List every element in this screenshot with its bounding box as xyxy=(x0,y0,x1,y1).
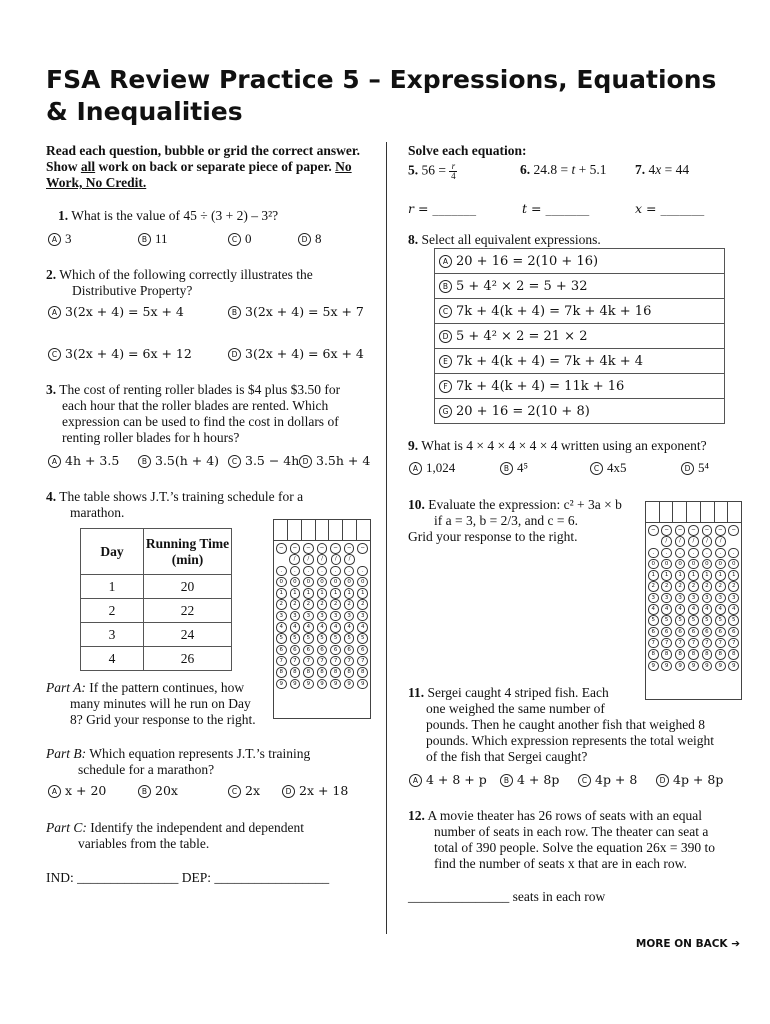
grid-bubble-row xyxy=(276,667,368,678)
grid-bubble-row xyxy=(276,543,368,554)
grid-bubble[interactable]: 6 xyxy=(648,627,659,638)
grid-bubble[interactable]: − xyxy=(688,525,699,536)
grid-bubble[interactable]: 7 xyxy=(303,656,314,667)
grid-bubble[interactable]: 1 xyxy=(648,570,659,581)
grid-bubble[interactable]: / xyxy=(702,536,713,547)
grid-bubble[interactable]: 3 xyxy=(290,611,301,622)
grid-bubble[interactable]: 5 xyxy=(344,633,355,644)
grid-answer-box[interactable] xyxy=(302,520,316,540)
table-row: 3 24 xyxy=(81,623,232,647)
part-c: Part C: Identify the independent and dependent variables from the table. xyxy=(46,820,304,851)
grid-bubble-row xyxy=(648,604,739,615)
grid-bubble[interactable]: 0 xyxy=(648,559,659,570)
grid-bubble[interactable]: 9 xyxy=(303,679,314,690)
grid-bubble[interactable]: 2 xyxy=(728,581,739,592)
grid-bubble[interactable]: 3 xyxy=(728,593,739,604)
grid-bubble[interactable]: 1 xyxy=(357,588,368,599)
grid-bubble-row xyxy=(648,661,739,672)
grid-bubble[interactable]: 6 xyxy=(702,627,713,638)
question-7: 7. 4x = 44 xyxy=(635,162,690,177)
grid-bubble[interactable]: 5 xyxy=(357,633,368,644)
grid-bubble[interactable]: 8 xyxy=(688,649,699,660)
q9-option-a[interactable]: A 1,024 xyxy=(409,460,455,476)
grid-bubble[interactable]: 7 xyxy=(648,638,659,649)
grid-bubble[interactable]: − xyxy=(661,525,672,536)
grid-bubble[interactable]: 0 xyxy=(702,559,713,570)
grid-bubble[interactable]: 7 xyxy=(317,656,328,667)
grid-bubble-row xyxy=(648,525,739,536)
grid-response-q4[interactable] xyxy=(273,519,371,719)
q2-option-d[interactable]: D 3(2x + 4) = 6x + 4 xyxy=(228,346,364,361)
grid-bubble[interactable]: 1 xyxy=(303,588,314,599)
more-on-back: MORE ON BACK ➔ xyxy=(635,938,740,950)
grid-bubble[interactable]: 5 xyxy=(715,615,726,626)
grid-bubble[interactable]: 2 xyxy=(648,581,659,592)
grid-bubble[interactable]: 4 xyxy=(728,604,739,615)
table-header: Day xyxy=(81,529,144,575)
q8-option-a[interactable]: A 20 + 16 = 2(10 + 16) xyxy=(435,249,725,274)
grid-bubble-row xyxy=(276,611,368,622)
grid-bubble[interactable]: . xyxy=(317,566,328,577)
question-4: 4. The table shows J.T.’s training schedule for a marathon. xyxy=(46,489,304,520)
instructions: Read each question, bubble or grid the correct answer. Show all work on back or separate piece of paper. No Work, No Credit. xyxy=(46,143,360,190)
grid-bubble[interactable]: 7 xyxy=(661,638,672,649)
grid-bubble[interactable]: 4 xyxy=(276,622,287,633)
answer-6[interactable]: t = _______ xyxy=(522,201,590,216)
grid-bubble[interactable]: 1 xyxy=(276,588,287,599)
grid-bubble[interactable]: 7 xyxy=(728,638,739,649)
grid-bubble[interactable]: − xyxy=(357,543,368,554)
grid-blank xyxy=(276,554,286,563)
grid-answer-box[interactable] xyxy=(660,502,674,522)
grid-bubble[interactable]: 0 xyxy=(290,577,301,588)
q8-options-table xyxy=(434,248,725,424)
grid-bubble[interactable]: 7 xyxy=(702,638,713,649)
grid-bubble[interactable]: 5 xyxy=(675,615,686,626)
q8-option-g[interactable]: G 20 + 16 = 2(10 + 8) xyxy=(435,399,725,424)
q8-option-b[interactable]: B 5 + 4² × 2 = 5 + 32 xyxy=(435,274,725,299)
grid-bubble[interactable]: 7 xyxy=(675,638,686,649)
question-6: 6. 24.8 = t + 5.1 xyxy=(520,162,607,177)
q1-option-b[interactable]: B 11 xyxy=(138,231,168,247)
q12-answer-line[interactable]: _______________ seats in each row xyxy=(408,889,606,904)
grid-answer-box[interactable] xyxy=(329,520,343,540)
grid-bubble-row xyxy=(276,679,368,690)
grid-blank xyxy=(729,536,739,545)
grid-bubble[interactable]: 5 xyxy=(303,633,314,644)
q1-option-c[interactable]: C 0 xyxy=(228,231,252,247)
grid-bubble[interactable]: − xyxy=(317,543,328,554)
grid-bubble[interactable]: 4 xyxy=(688,604,699,615)
grid-bubble[interactable]: 4 xyxy=(675,604,686,615)
q1-option-a[interactable]: A 3 xyxy=(48,231,72,247)
grid-bubble[interactable]: 4 xyxy=(357,622,368,633)
grid-blank xyxy=(648,536,658,545)
q11-option-c[interactable]: C 4p + 8 xyxy=(578,772,637,787)
grid-bubble[interactable]: 7 xyxy=(688,638,699,649)
grid-bubble[interactable]: 7 xyxy=(715,638,726,649)
grid-bubble[interactable]: . xyxy=(330,566,341,577)
grid-bubble[interactable]: 2 xyxy=(702,581,713,592)
grid-bubble-row xyxy=(276,656,368,667)
grid-bubble[interactable]: 0 xyxy=(303,577,314,588)
grid-bubble[interactable]: . xyxy=(702,548,713,559)
grid-bubble[interactable]: 2 xyxy=(688,581,699,592)
grid-bubble[interactable]: 3 xyxy=(317,611,328,622)
grid-bubble[interactable]: − xyxy=(728,525,739,536)
grid-bubble[interactable]: 1 xyxy=(344,588,355,599)
grid-bubble[interactable]: 4 xyxy=(702,604,713,615)
q1-option-d[interactable]: D 8 xyxy=(298,231,322,247)
grid-bubble[interactable]: 5 xyxy=(330,633,341,644)
grid-bubble[interactable]: 6 xyxy=(357,645,368,656)
grid-bubble[interactable]: 0 xyxy=(317,577,328,588)
grid-bubble[interactable]: 7 xyxy=(276,656,287,667)
grid-bubble-row xyxy=(276,599,368,610)
grid-bubble-row xyxy=(648,638,739,649)
q3-option-d[interactable]: D 3.5h + 4 xyxy=(299,453,370,468)
grid-bubble[interactable]: / xyxy=(675,536,686,547)
grid-bubble[interactable]: / xyxy=(331,554,342,565)
grid-bubble[interactable]: 5 xyxy=(290,633,301,644)
page-title: FSA Review Practice 5 – Expressions, Equations & Inequalities xyxy=(46,65,717,126)
grid-bubble-row xyxy=(648,559,739,570)
question-3: 3. The cost of renting roller blades is $4 plus $3.50 for each hour that the roller blades are rented. Which expression can be used to find the cost in dollars of renting roller blades for h hours? xyxy=(46,382,341,445)
grid-bubble-row xyxy=(276,566,368,577)
grid-bubble[interactable]: 3 xyxy=(648,593,659,604)
grid-bubble[interactable]: 7 xyxy=(344,656,355,667)
grid-bubble[interactable]: / xyxy=(289,554,300,565)
grid-bubble[interactable]: 3 xyxy=(276,611,287,622)
grid-bubble[interactable]: . xyxy=(728,548,739,559)
grid-bubble[interactable]: 4 xyxy=(317,622,328,633)
grid-bubble[interactable]: − xyxy=(290,543,301,554)
grid-bubble[interactable]: 6 xyxy=(344,645,355,656)
grid-bubble[interactable]: . xyxy=(661,548,672,559)
grid-bubble[interactable]: − xyxy=(344,543,355,554)
grid-bubble[interactable]: 1 xyxy=(330,588,341,599)
grid-bubble-row xyxy=(648,536,739,547)
question-2: 2. Which of the following correctly illustrates the Distributive Property? xyxy=(46,267,313,298)
grid-bubble[interactable]: 9 xyxy=(728,661,739,672)
grid-bubble[interactable]: 1 xyxy=(675,570,686,581)
grid-bubble[interactable]: . xyxy=(715,548,726,559)
grid-bubble[interactable]: 4 xyxy=(330,622,341,633)
grid-bubble[interactable]: 9 xyxy=(357,679,368,690)
column-divider xyxy=(386,142,387,934)
answer-5[interactable]: r = _______ xyxy=(408,201,477,216)
grid-bubble-row xyxy=(276,554,368,565)
grid-bubble[interactable]: 5 xyxy=(661,615,672,626)
grid-bubble[interactable]: 0 xyxy=(357,577,368,588)
grid-bubble[interactable]: 4 xyxy=(290,622,301,633)
grid-bubble[interactable]: 8 xyxy=(303,667,314,678)
grid-bubble[interactable]: 6 xyxy=(330,645,341,656)
grid-bubble-row xyxy=(648,593,739,604)
grid-bubble[interactable]: 9 xyxy=(276,679,287,690)
grid-bubble[interactable]: 9 xyxy=(715,661,726,672)
grid-bubble[interactable]: 9 xyxy=(648,661,659,672)
grid-bubble[interactable]: 6 xyxy=(715,627,726,638)
grid-bubble[interactable]: 1 xyxy=(715,570,726,581)
part-b: Part B: Which equation represents J.T.’s training schedule for a marathon? xyxy=(46,746,311,777)
grid-bubble-row xyxy=(276,588,368,599)
grid-bubble[interactable]: − xyxy=(303,543,314,554)
grid-bubble[interactable]: 2 xyxy=(661,581,672,592)
grid-bubble[interactable]: 1 xyxy=(688,570,699,581)
grid-bubble[interactable]: 6 xyxy=(688,627,699,638)
grid-bubble[interactable]: 5 xyxy=(648,615,659,626)
grid-bubble[interactable]: 3 xyxy=(661,593,672,604)
grid-bubble[interactable]: 3 xyxy=(303,611,314,622)
grid-bubble[interactable]: 3 xyxy=(357,611,368,622)
q11-option-d[interactable]: D 4p + 8p xyxy=(656,772,723,787)
grid-bubble[interactable]: . xyxy=(344,566,355,577)
grid-bubble[interactable]: 6 xyxy=(675,627,686,638)
grid-bubble[interactable]: 2 xyxy=(290,599,301,610)
grid-response-q10[interactable] xyxy=(645,501,742,700)
grid-bubble[interactable]: . xyxy=(648,548,659,559)
question-8: 8. Select all equivalent expressions. xyxy=(408,232,601,247)
solve-heading: Solve each equation: xyxy=(408,143,527,158)
grid-bubble[interactable]: 8 xyxy=(344,667,355,678)
grid-answer-box[interactable] xyxy=(701,502,715,522)
grid-bubble[interactable]: 3 xyxy=(675,593,686,604)
grid-answer-box[interactable] xyxy=(357,520,370,540)
grid-bubble[interactable]: . xyxy=(303,566,314,577)
partb-option-b[interactable]: B 20x xyxy=(138,783,178,798)
question-10: 10. Evaluate the expression: c² + 3a × b if a = 3, b = 2/3, and c = 6. Grid your response to the right. xyxy=(408,497,622,544)
grid-bubble-row xyxy=(648,627,739,638)
grid-bubble-row xyxy=(648,649,739,660)
grid-bubble[interactable]: 7 xyxy=(330,656,341,667)
grid-bubble[interactable]: 1 xyxy=(702,570,713,581)
grid-bubble[interactable]: 0 xyxy=(344,577,355,588)
grid-bubble-row xyxy=(648,615,739,626)
grid-bubble[interactable]: 5 xyxy=(276,633,287,644)
grid-bubble[interactable]: 6 xyxy=(276,645,287,656)
question-12: 12. A movie theater has 26 rows of seats with an equal number of seats in each row. The theater can seat a total of 390 people. Solve the equation 26x = 390 to find the number of seats x that are in each row. xyxy=(408,808,715,871)
partb-option-c[interactable]: C 2x xyxy=(228,783,260,798)
training-table xyxy=(80,528,232,671)
grid-bubble[interactable]: 2 xyxy=(675,581,686,592)
grid-bubble[interactable]: 6 xyxy=(290,645,301,656)
grid-bubble[interactable]: 8 xyxy=(357,667,368,678)
grid-bubble[interactable]: / xyxy=(715,536,726,547)
grid-answer-box[interactable] xyxy=(274,520,288,540)
grid-bubble[interactable]: 0 xyxy=(728,559,739,570)
grid-bubble[interactable]: 5 xyxy=(728,615,739,626)
grid-bubble-row xyxy=(276,645,368,656)
answer-7[interactable]: x = _______ xyxy=(635,201,705,216)
grid-answer-box[interactable] xyxy=(687,502,701,522)
table-row: 1 20 xyxy=(81,575,232,599)
grid-bubble[interactable]: − xyxy=(276,543,287,554)
question-11: 11. Sergei caught 4 striped fish. Each one weighed the same number of pounds. Then he caught another fish that weighed 8 pounds. Which expression represents the total weight of the fish that Sergei caught? xyxy=(408,685,715,764)
grid-bubble[interactable]: 6 xyxy=(303,645,314,656)
grid-bubble[interactable]: 3 xyxy=(330,611,341,622)
grid-bubble[interactable]: 8 xyxy=(702,649,713,660)
grid-bubble[interactable]: / xyxy=(688,536,699,547)
question-1: 1. What is the value of 45 ÷ (3 + 2) – 3²? xyxy=(58,208,279,223)
grid-bubble[interactable]: 4 xyxy=(661,604,672,615)
grid-bubble[interactable]: 6 xyxy=(317,645,328,656)
q3-option-a[interactable]: A 4h + 3.5 xyxy=(48,453,119,468)
question-5: 5. $56 = \frac{r}{4}$ xyxy=(408,161,456,181)
grid-bubble[interactable]: 9 xyxy=(330,679,341,690)
grid-bubble[interactable]: 9 xyxy=(661,661,672,672)
table-row: 4 26 xyxy=(81,647,232,671)
q3-option-c[interactable]: C 3.5 − 4h xyxy=(228,453,299,468)
grid-bubble[interactable]: 8 xyxy=(675,649,686,660)
grid-bubble[interactable]: − xyxy=(648,525,659,536)
grid-answer-box[interactable] xyxy=(673,502,687,522)
grid-bubble[interactable]: . xyxy=(357,566,368,577)
table-row: 2 22 xyxy=(81,599,232,623)
grid-bubble[interactable]: 8 xyxy=(330,667,341,678)
grid-bubble[interactable]: 9 xyxy=(702,661,713,672)
grid-bubble-row xyxy=(648,581,739,592)
grid-bubble[interactable]: 1 xyxy=(317,588,328,599)
grid-blank xyxy=(358,554,368,563)
grid-bubble[interactable]: 8 xyxy=(648,649,659,660)
q3-option-b[interactable]: B 3.5(h + 4) xyxy=(138,453,219,468)
grid-bubble[interactable]: 4 xyxy=(303,622,314,633)
grid-bubble[interactable]: 0 xyxy=(688,559,699,570)
grid-bubble[interactable]: 8 xyxy=(728,649,739,660)
ind-dep-answer[interactable]: IND: _______________ DEP: _________________ xyxy=(46,870,330,885)
grid-bubble[interactable]: . xyxy=(675,548,686,559)
grid-bubble-row xyxy=(276,577,368,588)
grid-bubble-row xyxy=(276,633,368,644)
grid-bubble[interactable]: 2 xyxy=(330,599,341,610)
grid-bubble[interactable]: − xyxy=(702,525,713,536)
q8-option-f[interactable]: F 7k + 4(k + 4) = 11k + 16 xyxy=(435,374,725,399)
grid-bubble[interactable]: / xyxy=(317,554,328,565)
grid-bubble[interactable]: . xyxy=(276,566,287,577)
grid-bubble[interactable]: − xyxy=(675,525,686,536)
grid-answer-boxes xyxy=(646,502,741,523)
grid-bubble[interactable]: . xyxy=(688,548,699,559)
grid-bubble[interactable]: 2 xyxy=(317,599,328,610)
table-header: Running Time (min) xyxy=(144,529,232,575)
grid-bubble[interactable]: 1 xyxy=(661,570,672,581)
grid-bubble[interactable]: 4 xyxy=(344,622,355,633)
grid-answer-boxes xyxy=(274,520,370,541)
grid-bubble[interactable]: 3 xyxy=(688,593,699,604)
grid-bubble[interactable]: 0 xyxy=(715,559,726,570)
grid-bubble[interactable]: 1 xyxy=(290,588,301,599)
grid-bubble[interactable]: 9 xyxy=(344,679,355,690)
grid-bubble[interactable]: 7 xyxy=(290,656,301,667)
grid-bubble[interactable]: 2 xyxy=(276,599,287,610)
grid-bubble[interactable]: 8 xyxy=(276,667,287,678)
grid-bubble[interactable]: 2 xyxy=(344,599,355,610)
grid-bubble-row xyxy=(276,622,368,633)
grid-answer-box[interactable] xyxy=(715,502,729,522)
grid-answer-box[interactable] xyxy=(316,520,330,540)
grid-bubble[interactable]: 4 xyxy=(715,604,726,615)
grid-bubble[interactable]: 3 xyxy=(344,611,355,622)
grid-bubble[interactable]: − xyxy=(330,543,341,554)
grid-bubble[interactable]: 0 xyxy=(661,559,672,570)
grid-bubble[interactable]: . xyxy=(290,566,301,577)
grid-bubble[interactable]: 9 xyxy=(675,661,686,672)
grid-bubble[interactable]: / xyxy=(303,554,314,565)
grid-bubble[interactable]: 8 xyxy=(715,649,726,660)
grid-answer-box[interactable] xyxy=(288,520,302,540)
question-9: 9. What is 4 × 4 × 4 × 4 × 4 written using an exponent? xyxy=(408,438,707,453)
q9-option-c[interactable]: C 4x5 xyxy=(590,460,627,476)
grid-bubble[interactable]: 6 xyxy=(661,627,672,638)
q8-option-d[interactable]: D 5 + 4² × 2 = 21 × 2 xyxy=(435,324,725,349)
grid-bubble[interactable]: 3 xyxy=(715,593,726,604)
grid-bubble-row xyxy=(648,548,739,559)
grid-bubble[interactable]: 7 xyxy=(357,656,368,667)
q11-option-b[interactable]: B 4 + 8p xyxy=(500,772,559,787)
grid-bubble[interactable]: 8 xyxy=(290,667,301,678)
grid-bubble[interactable]: / xyxy=(344,554,355,565)
grid-bubble[interactable]: 5 xyxy=(702,615,713,626)
grid-answer-box[interactable] xyxy=(728,502,741,522)
grid-bubble[interactable]: / xyxy=(661,536,672,547)
grid-bubble[interactable]: 9 xyxy=(317,679,328,690)
q8-option-c[interactable]: C 7k + 4(k + 4) = 7k + 4k + 16 xyxy=(435,299,725,324)
q9-option-d[interactable]: D 5⁴ xyxy=(681,460,709,476)
q9-option-b[interactable]: B 4⁵ xyxy=(500,460,528,476)
grid-bubble[interactable]: 0 xyxy=(675,559,686,570)
grid-bubble-row xyxy=(648,570,739,581)
grid-bubble[interactable]: 8 xyxy=(661,649,672,660)
grid-answer-box[interactable] xyxy=(646,502,660,522)
partb-option-d[interactable]: D 2x + 18 xyxy=(282,783,348,798)
grid-bubble[interactable]: 2 xyxy=(303,599,314,610)
grid-bubble[interactable]: 5 xyxy=(688,615,699,626)
grid-bubble[interactable]: 8 xyxy=(317,667,328,678)
q2-option-a[interactable]: A 3(2x + 4) = 5x + 4 xyxy=(48,304,184,319)
grid-bubble[interactable]: 1 xyxy=(728,570,739,581)
grid-bubble[interactable]: − xyxy=(715,525,726,536)
q8-option-e[interactable]: E 7k + 4(k + 4) = 7k + 4k + 4 xyxy=(435,349,725,374)
grid-bubble[interactable]: 9 xyxy=(688,661,699,672)
q2-option-c[interactable]: C 3(2x + 4) = 6x + 12 xyxy=(48,346,192,361)
grid-bubble[interactable]: 3 xyxy=(702,593,713,604)
grid-bubble[interactable]: 0 xyxy=(276,577,287,588)
grid-bubble[interactable]: 0 xyxy=(330,577,341,588)
grid-bubble[interactable]: 6 xyxy=(728,627,739,638)
q11-option-a[interactable]: A 4 + 8 + p xyxy=(409,772,487,787)
grid-bubble[interactable]: 2 xyxy=(357,599,368,610)
part-a: Part A: If the pattern continues, how many minutes will he run on Day 8? Grid your response to the right. xyxy=(46,680,256,727)
q2-option-b[interactable]: B 3(2x + 4) = 5x + 7 xyxy=(228,304,364,319)
grid-bubble[interactable]: 4 xyxy=(648,604,659,615)
grid-bubble[interactable]: 2 xyxy=(715,581,726,592)
grid-bubble[interactable]: 5 xyxy=(317,633,328,644)
grid-answer-box[interactable] xyxy=(343,520,357,540)
grid-bubble[interactable]: 9 xyxy=(290,679,301,690)
partb-option-a[interactable]: A x + 20 xyxy=(48,783,106,798)
